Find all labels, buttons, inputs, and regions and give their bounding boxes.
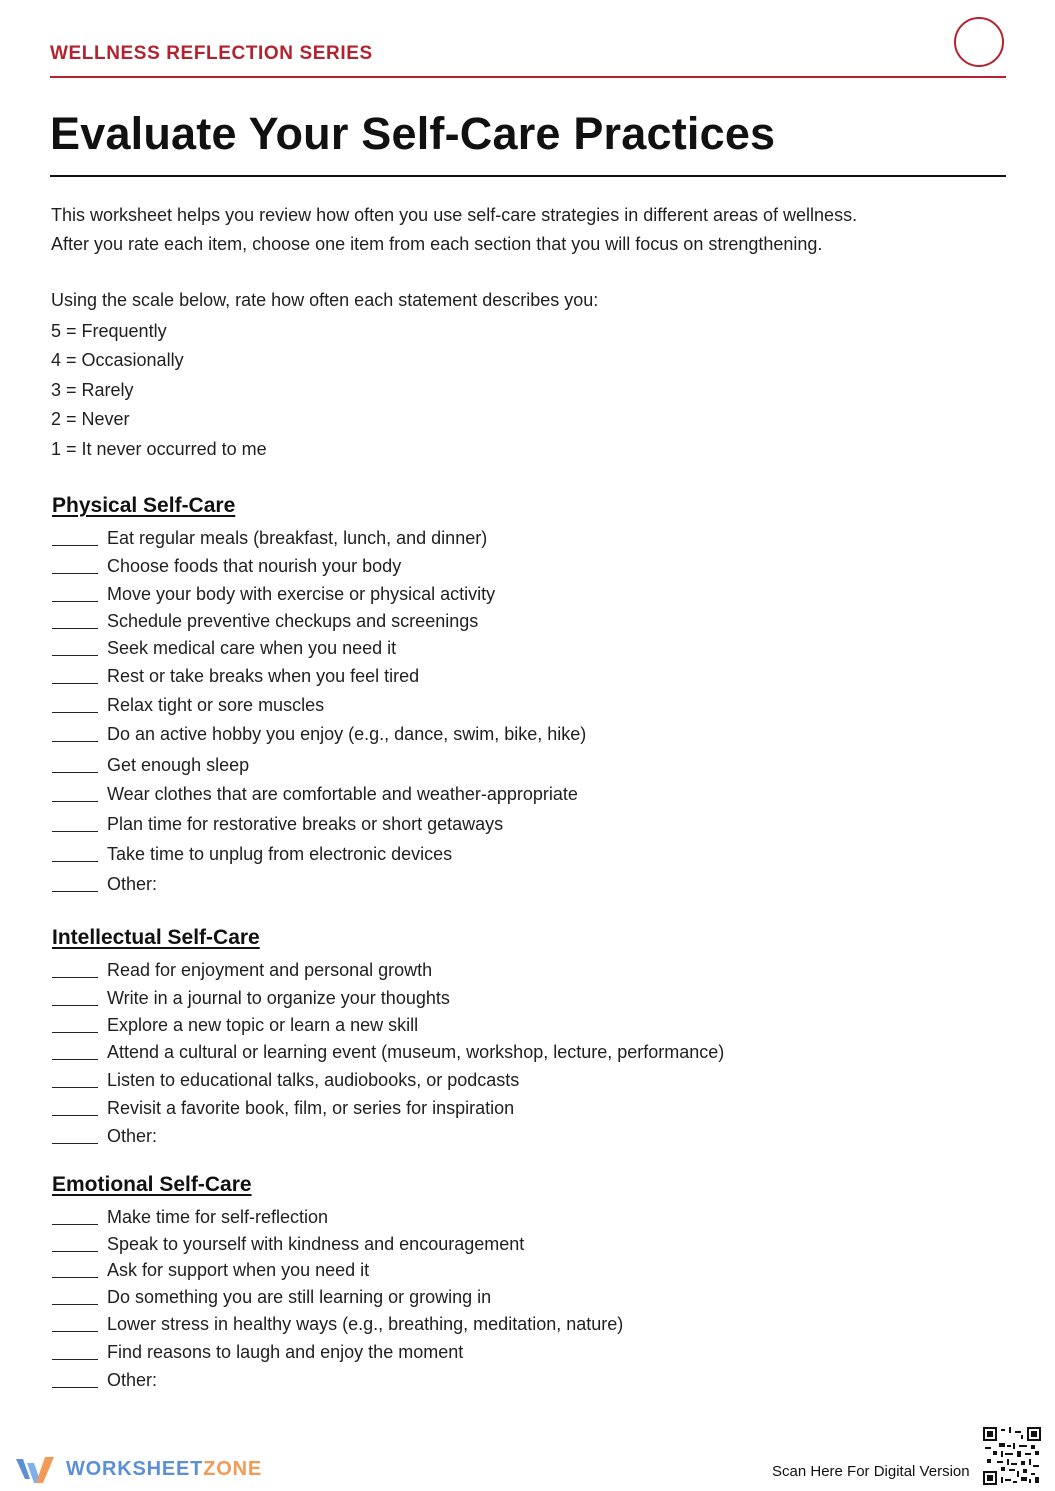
rating-blank[interactable] <box>52 683 98 684</box>
rating-blank[interactable] <box>52 1251 98 1252</box>
item-label: Schedule preventive checkups and screenings <box>107 611 479 631</box>
scale-item: 1 = It never occurred to me <box>51 439 267 459</box>
rating-blank[interactable] <box>52 1087 98 1088</box>
rating-blank[interactable] <box>52 741 98 742</box>
rating-blank[interactable] <box>52 772 98 773</box>
item-label: Get enough sleep <box>107 755 250 775</box>
item-label: Revisit a favorite book, film, or series for inspiration <box>107 1098 515 1118</box>
title-divider <box>50 175 1006 177</box>
rating-blank[interactable] <box>52 712 98 713</box>
section-heading-physical: Physical Self-Care <box>52 494 236 517</box>
rating-blank[interactable] <box>52 1059 98 1060</box>
intro-line-2: After you rate each item, choose one item from each section that you will focus on strengthening. <box>51 234 823 254</box>
series-label: WELLNESS REFLECTION SERIES <box>50 43 373 64</box>
page-title: Evaluate Your Self-Care Practices <box>50 108 776 159</box>
scan-label: Scan Here For Digital Version <box>772 1463 970 1480</box>
item-label: Take time to unplug from electronic devices <box>107 844 453 864</box>
scale-prompt: Using the scale below, rate how often each statement describes you: <box>51 290 599 310</box>
rating-blank[interactable] <box>52 601 98 602</box>
rating-blank[interactable] <box>52 1032 98 1033</box>
rating-blank[interactable] <box>52 831 98 832</box>
rating-blank[interactable] <box>52 1304 98 1305</box>
section-heading-intellectual: Intellectual Self-Care <box>52 926 260 949</box>
rating-blank[interactable] <box>52 1359 98 1360</box>
item-label: Listen to educational talks, audiobooks, or podcasts <box>107 1070 520 1090</box>
item-label: Find reasons to laugh and enjoy the moment <box>107 1342 464 1362</box>
intro-line-1: This worksheet helps you review how often you use self-care strategies in different areas of wellness. <box>51 205 858 225</box>
scale-item: 5 = Frequently <box>51 321 167 341</box>
item-label: Speak to yourself with kindness and encouragement <box>107 1234 525 1254</box>
item-label: Write in a journal to organize your thoughts <box>107 988 450 1008</box>
circle-icon <box>954 17 1004 67</box>
item-label: Seek medical care when you need it <box>107 638 397 658</box>
rating-blank[interactable] <box>52 1224 98 1225</box>
item-label: Plan time for restorative breaks or short getaways <box>107 814 504 834</box>
item-label: Rest or take breaks when you feel tired <box>107 666 420 686</box>
rating-blank[interactable] <box>52 573 98 574</box>
rating-blank[interactable] <box>52 1387 98 1388</box>
rating-blank[interactable] <box>52 861 98 862</box>
scale-item: 4 = Occasionally <box>51 350 184 370</box>
rating-blank[interactable] <box>52 801 98 802</box>
brand-name <box>66 1458 262 1481</box>
rating-blank[interactable] <box>52 1331 98 1332</box>
rating-blank[interactable] <box>52 1005 98 1006</box>
rating-blank[interactable] <box>52 977 98 978</box>
item-label: Other: <box>107 874 158 894</box>
item-label: Read for enjoyment and personal growth <box>107 960 433 980</box>
worksheetzone-logo-icon <box>14 1453 58 1485</box>
item-label: Explore a new topic or learn a new skill <box>107 1015 419 1035</box>
rating-blank[interactable] <box>52 891 98 892</box>
item-label: Lower stress in healthy ways (e.g., breathing, meditation, nature) <box>107 1314 624 1334</box>
item-label: Other: <box>107 1126 158 1146</box>
item-label: Choose foods that nourish your body <box>107 556 402 576</box>
scale-item: 2 = Never <box>51 409 130 429</box>
item-label: Other: <box>107 1370 158 1390</box>
qr-code-icon[interactable] <box>983 1427 1041 1485</box>
scale-item: 3 = Rarely <box>51 380 134 400</box>
item-label: Eat regular meals (breakfast, lunch, and dinner) <box>107 528 488 548</box>
item-label: Do an active hobby you enjoy (e.g., dance, swim, bike, hike) <box>107 724 587 744</box>
rating-blank[interactable] <box>52 655 98 656</box>
item-label: Make time for self-reflection <box>107 1207 329 1227</box>
item-label: Do something you are still learning or growing in <box>107 1287 492 1307</box>
rating-blank[interactable] <box>52 1115 98 1116</box>
item-label: Attend a cultural or learning event (museum, workshop, lecture, performance) <box>107 1042 725 1062</box>
brand-main: WORKSHEET <box>66 1458 204 1480</box>
rating-blank[interactable] <box>52 545 98 546</box>
item-label: Ask for support when you need it <box>107 1260 370 1280</box>
brand-accent: ZONE <box>203 1458 262 1480</box>
rating-blank[interactable] <box>52 1143 98 1144</box>
rating-blank[interactable] <box>52 628 98 629</box>
item-label: Relax tight or sore muscles <box>107 695 325 715</box>
item-label: Move your body with exercise or physical activity <box>107 584 496 604</box>
header-divider <box>50 76 1006 78</box>
section-heading-emotional: Emotional Self-Care <box>52 1173 252 1196</box>
rating-blank[interactable] <box>52 1277 98 1278</box>
item-label: Wear clothes that are comfortable and weather-appropriate <box>107 784 578 804</box>
